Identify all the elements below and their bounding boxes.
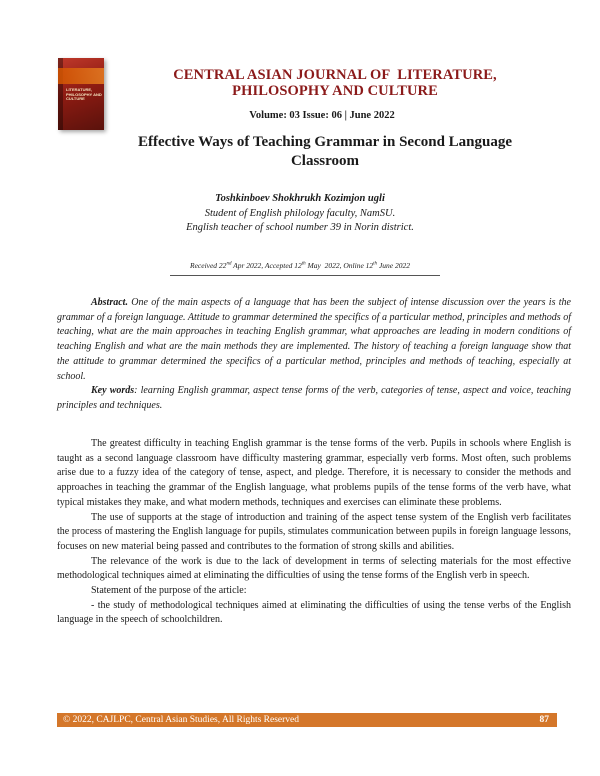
footer-page-number: 87 [539, 715, 549, 725]
article-body [57, 437, 571, 628]
paper-title [100, 133, 550, 171]
cover-band [58, 68, 104, 84]
header-divider [170, 275, 440, 276]
footer-copyright: © 2022, CAJLPC, Central Asian Studies, All Rights Reserved [63, 715, 300, 725]
body-paragraph-4: Statement of the purpose of the article: [91, 585, 247, 597]
page-footer [57, 713, 557, 727]
author-name: Toshkinboev Shokhrukh Kozimjon ugli [215, 193, 385, 204]
abstract-section [57, 296, 571, 414]
journal-title-line2: PHILOSOPHY AND CULTURE [232, 83, 438, 99]
volume-issue: Volume: 03 Issue: 06 | June 2022 [249, 110, 395, 121]
keywords-paragraph [57, 384, 571, 413]
abstract-label: Abstract. [91, 297, 128, 308]
received-text: Received 22 [190, 261, 227, 270]
journal-title-line1: CENTRAL ASIAN JOURNAL OF LITERATURE, [173, 67, 497, 83]
accepted-text: Apr 2022, Accepted 12 [231, 261, 302, 270]
body-paragraph-1: The greatest difficulty in teaching English grammar is the tense forms of the verb. Pupils in schools where English is taught as a second language classroom have difficulty mastering grammar, especially verb forms. Most often, such problems arise due to a fuzzy idea of the category of tense, aspect, and pledge. Therefore, it is necessary to consider the methods and approaches in teaching the grammar of the English language, what problems pupils of the tense forms of the verb have, what typical mistakes they make, and what modern methods, techniques and exercises can eliminate these problems. [57, 438, 571, 508]
body-paragraph-3: The relevance of the work is due to the lack of development in terms of selecting materials for the most effective methodological techniques aimed at eliminating the difficulties of using the tense forms of the English verb in speech. [57, 555, 571, 582]
body-paragraph-5: - the study of methodological techniques aimed at eliminating the difficulties of using the tense verbs of the English language in the speech of schoolchildren. [57, 599, 571, 626]
body-paragraph-2: The use of supports at the stage of introduction and training of the aspect tense system of the English verb facilitates the process of mastering the English language for pupils, stimulates communication between pupils in foreign language lessons, focuses on new material being passed and contributes to the formation of strong skills and abilities. [57, 511, 571, 552]
paper-title-line1: Effective Ways of Teaching Grammar in Second Language [137, 134, 513, 150]
keywords-label: Key words [91, 385, 135, 397]
author-affiliation-1: Student of English philology faculty, NamSU. [204, 208, 396, 219]
keywords-text: : learning English grammar, aspect tense forms of the verb, categories of tense, aspect and voice, teaching principles and techniques. [57, 385, 572, 411]
cover-title-text: LITERATURE, PHILOSOPHY AND CULTURE [66, 87, 102, 101]
abstract-text: One of the main aspects of a language that has been the subject of intense discussion over the years is the grammar of a foreign language. Attitude to grammar determined the specifics of a particular method, principles and methods of teaching, what are the main approaches in teaching English grammar, what approaches are leading in modern conditions of teaching English and what are the main methods they are implemented. The history of teaching a foreign language show that the attitude to grammar determined the specifics of a particular method, principles and methods of teaching, especially at school. [57, 297, 571, 382]
online-text: May 2022, Online 12 [305, 261, 374, 270]
abstract-paragraph [57, 296, 571, 384]
received-dates [0, 261, 600, 270]
accepted-sup: th [301, 261, 306, 267]
journal-title [150, 67, 520, 99]
author-affiliation-2: English teacher of school number 39 in Norin district. [186, 222, 414, 233]
online-date-text: June 2022 [377, 261, 410, 270]
paper-title-line2: Classroom [290, 153, 360, 169]
received-sup: nd [226, 261, 232, 267]
online-sup: th [373, 261, 378, 267]
